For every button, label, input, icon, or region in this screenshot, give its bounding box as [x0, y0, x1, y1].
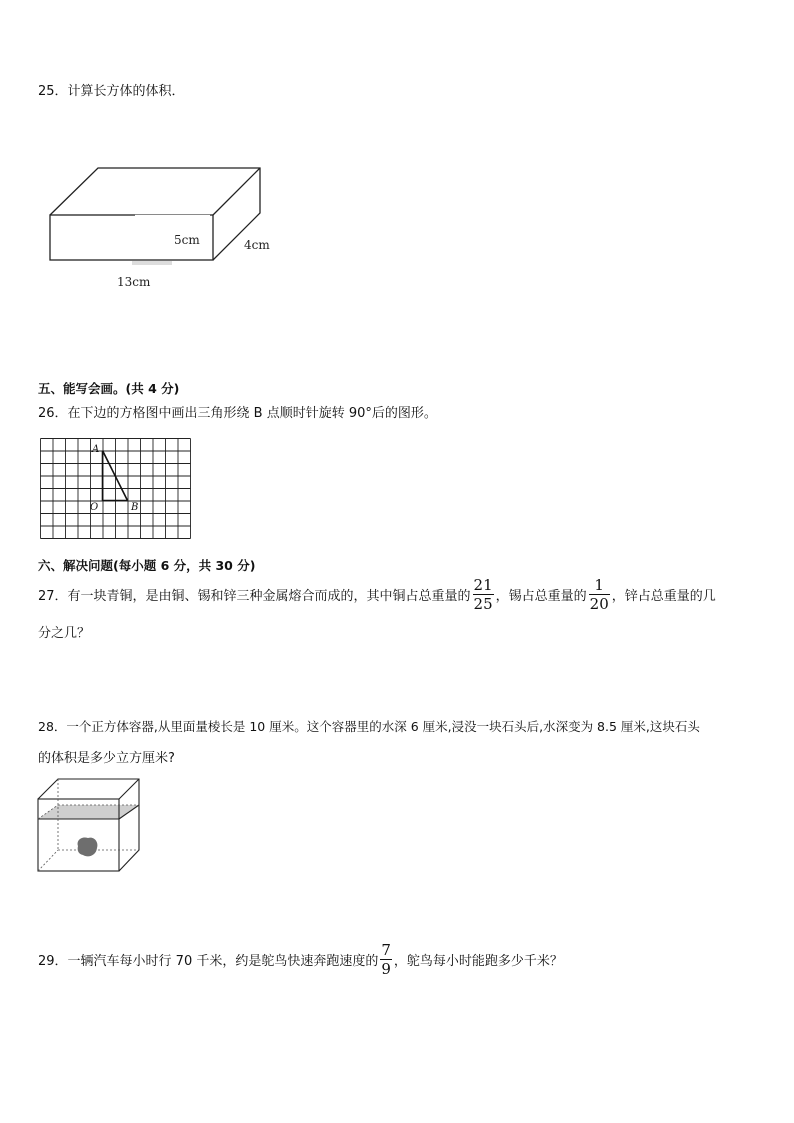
height-label: 5cm — [174, 233, 200, 247]
question-28-line1: 28．一个正方体容器,从里面量棱长是 10 厘米。这个容器里的水深 6 厘米,浸没一块石头后,水深变为 8.5 厘米,这块石头 — [38, 719, 700, 734]
cube-container-figure — [36, 776, 144, 872]
section-6-title: 六、解决问题(每小题 6 分，共 30 分) — [38, 558, 256, 573]
question-25-text: 25．计算长方体的体积． — [38, 84, 185, 99]
question-27-line2: 分之几？ — [38, 626, 91, 641]
q27-part1: 27．有一块青铜，是由铜、锡和锌三种金属熔合而成的，其中铜占总重量的 — [38, 589, 471, 604]
water-surface — [38, 805, 139, 819]
question-29-line — [38, 941, 563, 978]
fraction-seven-ninths: $\frac{7}{9}$ — [381, 941, 391, 978]
rotation-grid-figure — [40, 438, 193, 546]
question-27-line1 — [38, 576, 716, 613]
q27-part2: ，锡占总重量的 — [495, 589, 587, 604]
point-o-label: O — [90, 502, 99, 513]
question-28-line2: 的体积是多少立方厘米? — [38, 751, 175, 766]
grid-lines — [41, 439, 191, 539]
point-b-label: B — [131, 502, 139, 513]
stone — [78, 837, 98, 856]
depth-label: 4cm — [244, 238, 270, 252]
length-label: 13cm — [117, 275, 151, 289]
fraction-tin: $\frac{1}{20}$ — [589, 576, 609, 613]
q29-part1: 29．一辆汽车每小时行 70 千米，约是鸵鸟快速奔跑速度的 — [38, 954, 379, 969]
q29-part2: ，鸵鸟每小时能跑多少千米？ — [393, 954, 563, 969]
cuboid-figure — [40, 160, 290, 295]
section-5-title: 五、能写会画。(共 4 分) — [38, 381, 180, 396]
question-26-text: 26．在下边的方格图中画出三角形绕 B 点顺时针旋转 90°后的图形。 — [38, 406, 437, 421]
fraction-copper: $\frac{21}{25}$ — [473, 576, 493, 613]
cuboid-top-side-edges — [50, 168, 260, 260]
q27-part3: ，锌占总重量的几 — [611, 589, 716, 604]
triangle-aob — [103, 451, 128, 501]
point-a-label: A — [92, 444, 100, 455]
